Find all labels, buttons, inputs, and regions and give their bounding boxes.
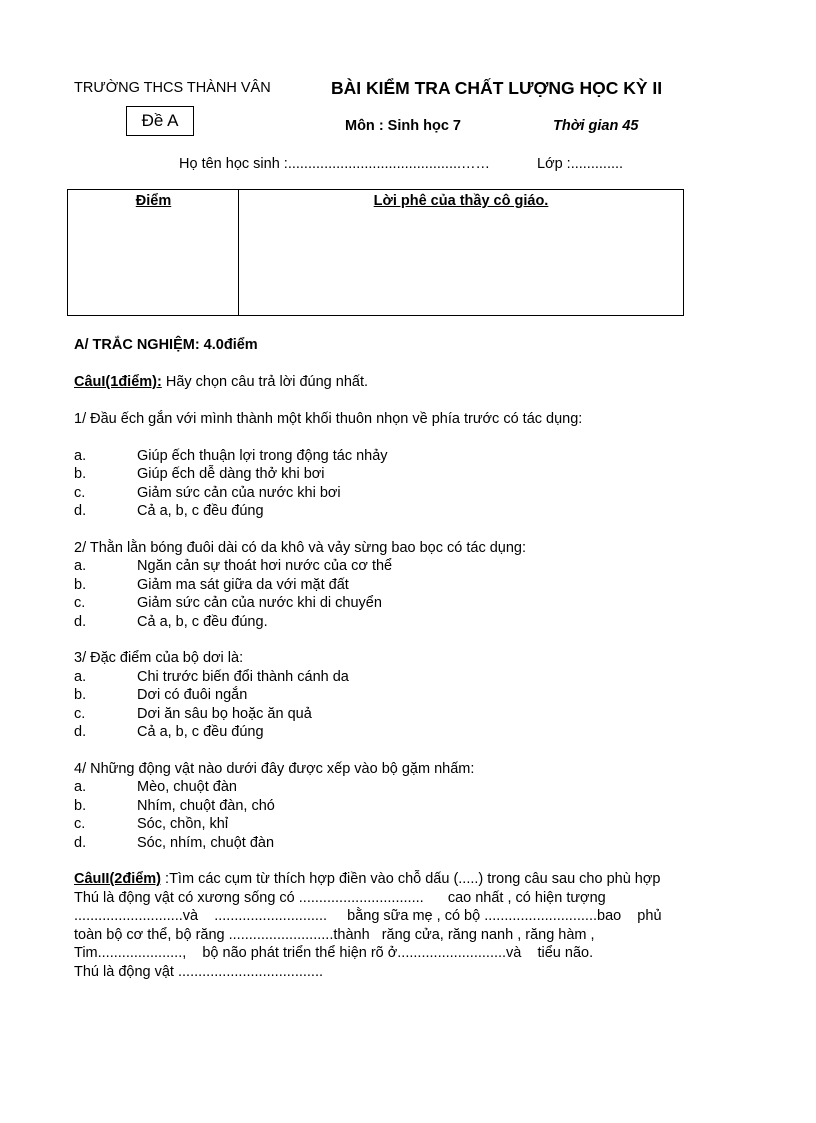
grade-table xyxy=(67,189,684,316)
part1-instruction: Hãy chọn câu trả lời đúng nhất. xyxy=(161,374,369,390)
q3-option-d-letter: d. xyxy=(74,724,87,740)
fill-in-line-4: Tim....................., bộ não phát triển thể hiện rõ ở...........................và tiểu não. xyxy=(74,945,594,961)
q1-option-a-letter: a. xyxy=(74,448,87,464)
q3-option-a: Chi trước biến đổi thành cánh da xyxy=(137,669,349,685)
q4-option-b: Nhím, chuột đàn, chó xyxy=(137,798,275,814)
q1-option-d: Cả a, b, c đều đúng xyxy=(137,503,264,519)
q1-option-a: Giúp ếch thuận lợi trong động tác nhảy xyxy=(137,448,388,464)
q1-option-c-letter: c. xyxy=(74,485,86,501)
q3-option-b-letter: b. xyxy=(74,687,87,703)
exam-version-box: Đề A xyxy=(126,106,194,136)
school-name: TRƯỜNG THCS THÀNH VÂN xyxy=(74,80,271,96)
q4-option-a-letter: a. xyxy=(74,779,87,795)
q2-option-d-letter: d. xyxy=(74,614,87,630)
q1-option-c: Giảm sức cản của nước khi bơi xyxy=(137,485,341,501)
question-2: 2/ Thằn lằn bóng đuôi dài có da khô và vảy sừng bao bọc có tác dụng: xyxy=(74,540,527,556)
q3-option-c: Dơi ăn sâu bọ hoặc ăn quả xyxy=(137,706,312,722)
q2-option-a-letter: a. xyxy=(74,558,87,574)
part2-heading xyxy=(74,871,660,887)
score-header: Điểm xyxy=(135,193,172,209)
part1-label: CâuI(1điểm): xyxy=(74,374,162,390)
section-a-heading: A/ TRẮC NGHIỆM: 4.0điểm xyxy=(74,337,258,353)
q2-option-c: Giảm sức cản của nước khi di chuyển xyxy=(137,595,382,611)
q4-option-a: Mèo, chuột đàn xyxy=(137,779,237,795)
fill-in-line-2: ...........................và ............................ bằng sữa mẹ , có bộ ............................bao phủ xyxy=(74,908,662,924)
student-name-field: Họ tên học sinh :...........................................…… xyxy=(179,156,491,172)
question-4: 4/ Những động vật nào dưới đây được xếp vào bộ gặm nhấm: xyxy=(74,761,475,777)
q2-option-d: Cả a, b, c đều đúng. xyxy=(137,614,268,630)
class-field: Lớp :............. xyxy=(537,156,624,172)
subject-label: Môn : Sinh học 7 xyxy=(345,118,461,134)
q2-option-b-letter: b. xyxy=(74,577,87,593)
part2-instruction: :Tìm các cụm từ thích hợp điền vào chỗ dấu (.....) trong câu sau cho phù hợp xyxy=(161,871,661,887)
q3-option-d: Cả a, b, c đều đúng xyxy=(137,724,264,740)
q2-option-c-letter: c. xyxy=(74,595,86,611)
part1-heading xyxy=(74,374,368,390)
comment-header: Lời phê của thầy cô giáo. xyxy=(373,193,549,209)
q4-option-d-letter: d. xyxy=(74,835,87,851)
q3-option-b: Dơi có đuôi ngắn xyxy=(137,687,248,703)
question-1: 1/ Đầu ếch gắn với mình thành một khối thuôn nhọn về phía trước có tác dụng: xyxy=(74,411,583,427)
q4-option-c-letter: c. xyxy=(74,816,86,832)
q2-option-a: Ngăn cản sự thoát hơi nước của cơ thể xyxy=(137,558,393,574)
q2-option-b: Giảm ma sát giữa da với mặt đất xyxy=(137,577,349,593)
time-label: Thời gian 45 xyxy=(553,118,639,134)
q4-option-b-letter: b. xyxy=(74,798,87,814)
q4-option-d: Sóc, nhím, chuột đàn xyxy=(137,835,275,851)
q1-option-b: Giúp ếch dễ dàng thở khi bơi xyxy=(137,466,325,482)
part2-label: CâuII(2điểm) xyxy=(74,871,162,887)
exam-title: BÀI KIỂM TRA CHẤT LƯỢNG HỌC KỲ II xyxy=(331,78,663,98)
fill-in-line-3: toàn bộ cơ thể, bộ răng ..........................thành răng cửa, răng nanh , răng hàm , xyxy=(74,927,595,943)
q4-option-c: Sóc, chồn, khỉ xyxy=(137,816,229,832)
question-3: 3/ Đặc điểm của bộ dơi là: xyxy=(74,650,244,666)
q3-option-a-letter: a. xyxy=(74,669,87,685)
fill-in-line-1: Thú là động vật có xương sống có ............................... cao nhất , có hiện tượng xyxy=(74,890,606,906)
q1-option-b-letter: b. xyxy=(74,466,87,482)
q1-option-d-letter: d. xyxy=(74,503,87,519)
q3-option-c-letter: c. xyxy=(74,706,86,722)
fill-in-line-5: Thú là động vật .................................... xyxy=(74,964,324,980)
